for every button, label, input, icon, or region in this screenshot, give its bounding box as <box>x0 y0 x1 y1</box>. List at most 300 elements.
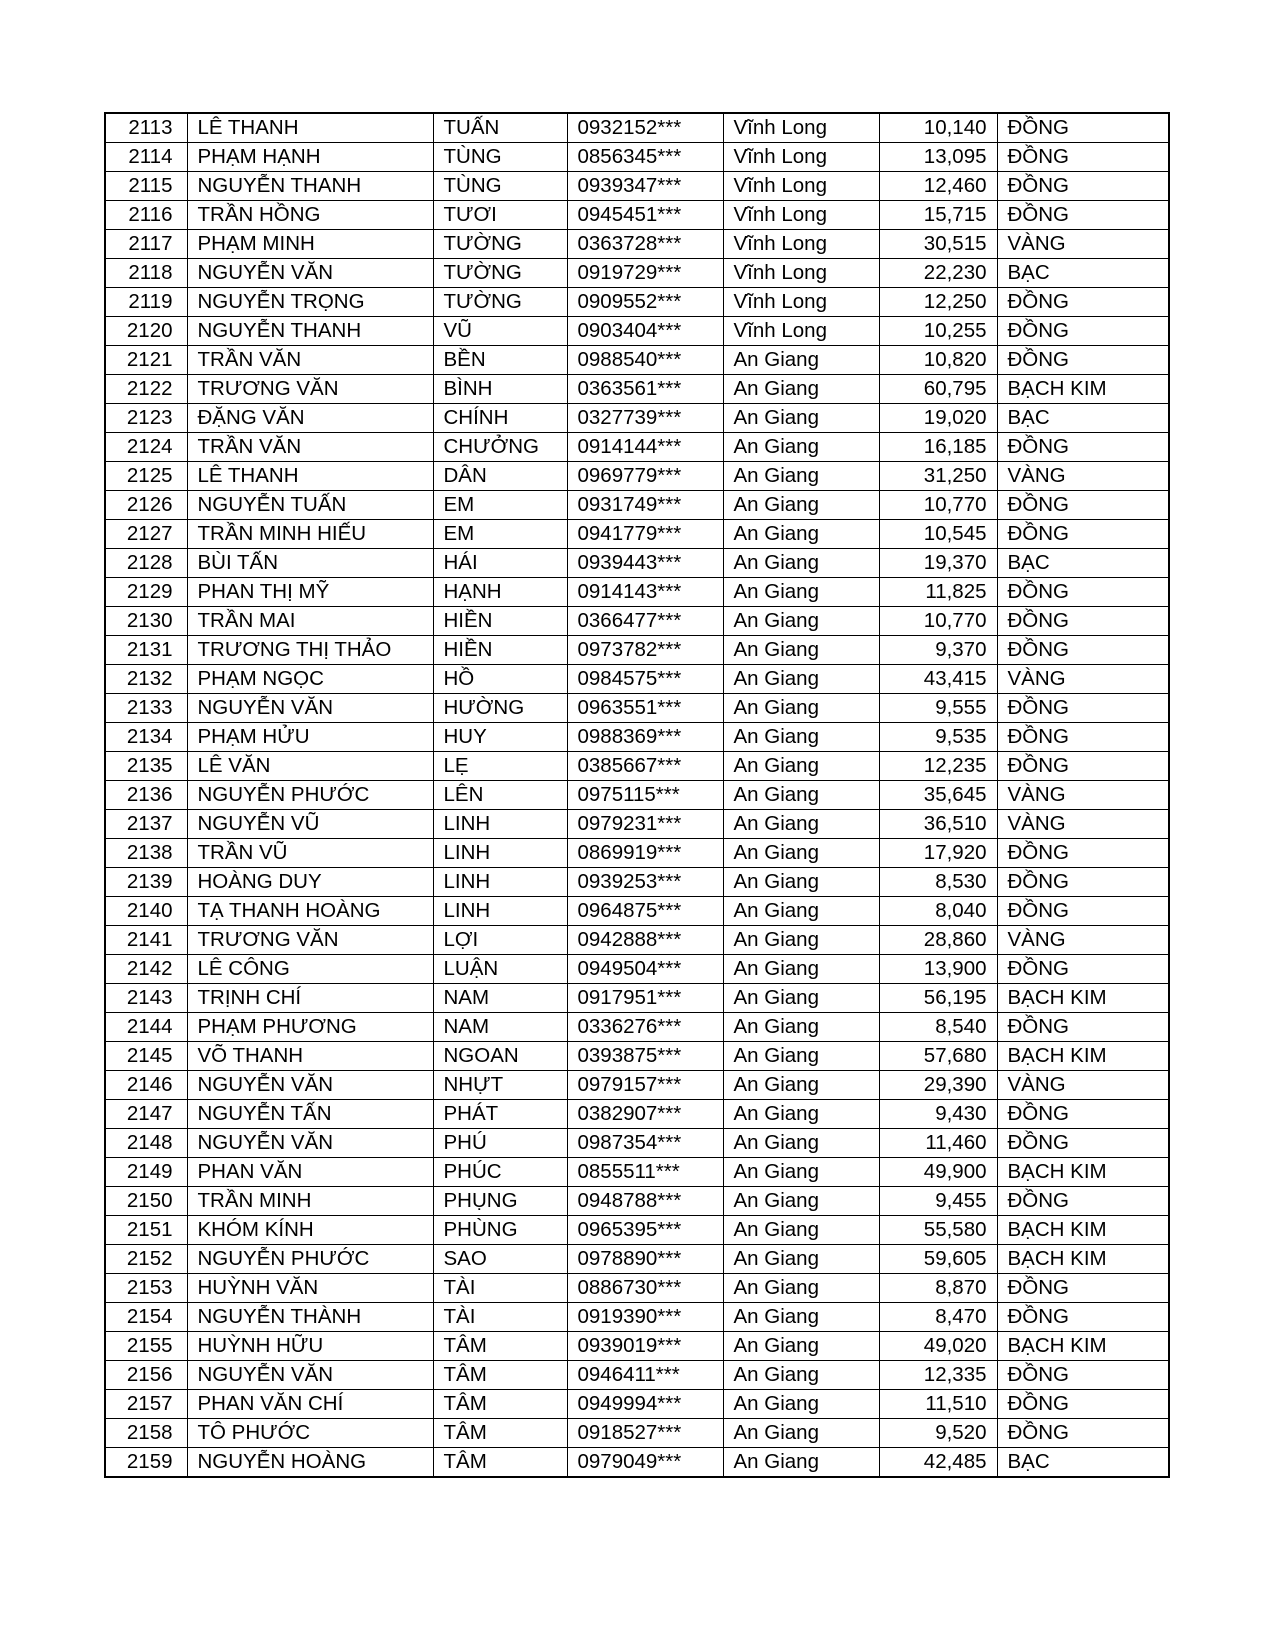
family-name-cell: KHÓM KÍNH <box>187 1216 433 1245</box>
rank-cell: BẠC <box>997 259 1169 288</box>
phone-cell: 0856345*** <box>567 143 723 172</box>
table-row <box>105 984 1169 1013</box>
rank-cell: ĐỒNG <box>997 113 1169 143</box>
province-cell: An Giang <box>723 810 879 839</box>
table-row <box>105 694 1169 723</box>
province-cell: An Giang <box>723 1216 879 1245</box>
rank-cell: BẠC <box>997 1448 1169 1478</box>
phone-cell: 0975115*** <box>567 781 723 810</box>
given-name-cell: PHÚ <box>433 1129 567 1158</box>
phone-cell: 0366477*** <box>567 607 723 636</box>
points-cell: 16,185 <box>879 433 997 462</box>
province-cell: An Giang <box>723 1245 879 1274</box>
family-name-cell: NGUYỄN PHƯỚC <box>187 781 433 810</box>
points-cell: 15,715 <box>879 201 997 230</box>
rank-cell: ĐỒNG <box>997 1390 1169 1419</box>
row-number-cell: 2117 <box>105 230 187 259</box>
family-name-cell: PHAN VĂN <box>187 1158 433 1187</box>
row-number-cell: 2119 <box>105 288 187 317</box>
phone-cell: 0914143*** <box>567 578 723 607</box>
rank-cell: VÀNG <box>997 781 1169 810</box>
given-name-cell: NAM <box>433 984 567 1013</box>
phone-cell: 0988369*** <box>567 723 723 752</box>
row-number-cell: 2135 <box>105 752 187 781</box>
phone-cell: 0919390*** <box>567 1303 723 1332</box>
province-cell: An Giang <box>723 636 879 665</box>
row-number-cell: 2136 <box>105 781 187 810</box>
given-name-cell: TƯƠI <box>433 201 567 230</box>
family-name-cell: TRẦN VŨ <box>187 839 433 868</box>
points-cell: 60,795 <box>879 375 997 404</box>
family-name-cell: TÔ PHƯỚC <box>187 1419 433 1448</box>
rank-cell: BẠCH KIM <box>997 1042 1169 1071</box>
table-row <box>105 1100 1169 1129</box>
given-name-cell: TÂM <box>433 1361 567 1390</box>
family-name-cell: NGUYỄN TRỌNG <box>187 288 433 317</box>
rank-cell: VÀNG <box>997 462 1169 491</box>
family-name-cell: NGUYỄN VĂN <box>187 259 433 288</box>
phone-cell: 0939347*** <box>567 172 723 201</box>
given-name-cell: HIỀN <box>433 607 567 636</box>
row-number-cell: 2133 <box>105 694 187 723</box>
points-cell: 13,900 <box>879 955 997 984</box>
table-row <box>105 839 1169 868</box>
table-row <box>105 1419 1169 1448</box>
given-name-cell: LÊN <box>433 781 567 810</box>
row-number-cell: 2142 <box>105 955 187 984</box>
points-cell: 31,250 <box>879 462 997 491</box>
province-cell: Vĩnh Long <box>723 172 879 201</box>
row-number-cell: 2114 <box>105 143 187 172</box>
row-number-cell: 2150 <box>105 1187 187 1216</box>
points-cell: 11,825 <box>879 578 997 607</box>
family-name-cell: NGUYỄN THÀNH <box>187 1303 433 1332</box>
points-cell: 12,460 <box>879 172 997 201</box>
row-number-cell: 2144 <box>105 1013 187 1042</box>
family-name-cell: NGUYỄN PHƯỚC <box>187 1245 433 1274</box>
points-cell: 8,470 <box>879 1303 997 1332</box>
rank-cell: VÀNG <box>997 1071 1169 1100</box>
phone-cell: 0909552*** <box>567 288 723 317</box>
family-name-cell: PHAN VĂN CHÍ <box>187 1390 433 1419</box>
family-name-cell: PHẠM HỬU <box>187 723 433 752</box>
points-cell: 49,020 <box>879 1332 997 1361</box>
points-cell: 28,860 <box>879 926 997 955</box>
points-cell: 59,605 <box>879 1245 997 1274</box>
phone-cell: 0393875*** <box>567 1042 723 1071</box>
given-name-cell: NAM <box>433 1013 567 1042</box>
table-row <box>105 375 1169 404</box>
given-name-cell: TÀI <box>433 1274 567 1303</box>
points-cell: 10,545 <box>879 520 997 549</box>
points-cell: 8,040 <box>879 897 997 926</box>
rank-cell: ĐỒNG <box>997 433 1169 462</box>
table-row <box>105 926 1169 955</box>
given-name-cell: LẸ <box>433 752 567 781</box>
rank-cell: ĐỒNG <box>997 143 1169 172</box>
given-name-cell: TÂM <box>433 1332 567 1361</box>
province-cell: An Giang <box>723 404 879 433</box>
table-row <box>105 810 1169 839</box>
rank-cell: ĐỒNG <box>997 172 1169 201</box>
phone-cell: 0963551*** <box>567 694 723 723</box>
points-cell: 56,195 <box>879 984 997 1013</box>
province-cell: An Giang <box>723 1100 879 1129</box>
province-cell: An Giang <box>723 462 879 491</box>
family-name-cell: NGUYỄN VĂN <box>187 694 433 723</box>
province-cell: An Giang <box>723 694 879 723</box>
rank-cell: VÀNG <box>997 665 1169 694</box>
row-number-cell: 2121 <box>105 346 187 375</box>
rank-cell: ĐỒNG <box>997 897 1169 926</box>
given-name-cell: TUẤN <box>433 113 567 143</box>
province-cell: Vĩnh Long <box>723 113 879 143</box>
row-number-cell: 2156 <box>105 1361 187 1390</box>
points-cell: 8,870 <box>879 1274 997 1303</box>
province-cell: An Giang <box>723 955 879 984</box>
family-name-cell: NGUYỄN TẤN <box>187 1100 433 1129</box>
row-number-cell: 2126 <box>105 491 187 520</box>
family-name-cell: LÊ VĂN <box>187 752 433 781</box>
table-row <box>105 1071 1169 1100</box>
rank-cell: VÀNG <box>997 926 1169 955</box>
given-name-cell: HƯỜNG <box>433 694 567 723</box>
given-name-cell: LINH <box>433 897 567 926</box>
points-cell: 19,020 <box>879 404 997 433</box>
row-number-cell: 2124 <box>105 433 187 462</box>
row-number-cell: 2127 <box>105 520 187 549</box>
points-cell: 10,820 <box>879 346 997 375</box>
rank-cell: ĐỒNG <box>997 1361 1169 1390</box>
points-cell: 11,460 <box>879 1129 997 1158</box>
family-name-cell: PHẠM PHƯƠNG <box>187 1013 433 1042</box>
given-name-cell: DÂN <box>433 462 567 491</box>
rank-cell: ĐỒNG <box>997 1013 1169 1042</box>
row-number-cell: 2138 <box>105 839 187 868</box>
rank-cell: BẠC <box>997 549 1169 578</box>
points-cell: 10,140 <box>879 113 997 143</box>
rank-cell: ĐỒNG <box>997 1274 1169 1303</box>
points-cell: 12,250 <box>879 288 997 317</box>
table-row <box>105 549 1169 578</box>
province-cell: An Giang <box>723 346 879 375</box>
table-row <box>105 868 1169 897</box>
phone-cell: 0949994*** <box>567 1390 723 1419</box>
phone-cell: 0363728*** <box>567 230 723 259</box>
family-name-cell: PHẠM NGỌC <box>187 665 433 694</box>
province-cell: An Giang <box>723 1158 879 1187</box>
province-cell: An Giang <box>723 868 879 897</box>
points-cell: 55,580 <box>879 1216 997 1245</box>
family-name-cell: HOÀNG DUY <box>187 868 433 897</box>
table-row <box>105 259 1169 288</box>
points-cell: 11,510 <box>879 1390 997 1419</box>
row-number-cell: 2159 <box>105 1448 187 1478</box>
row-number-cell: 2149 <box>105 1158 187 1187</box>
family-name-cell: TRẦN MAI <box>187 607 433 636</box>
province-cell: An Giang <box>723 1419 879 1448</box>
family-name-cell: NGUYỄN THANH <box>187 317 433 346</box>
row-number-cell: 2128 <box>105 549 187 578</box>
given-name-cell: LINH <box>433 868 567 897</box>
table-row <box>105 462 1169 491</box>
family-name-cell: HUỲNH VĂN <box>187 1274 433 1303</box>
province-cell: An Giang <box>723 607 879 636</box>
family-name-cell: TRẦN MINH <box>187 1187 433 1216</box>
province-cell: An Giang <box>723 781 879 810</box>
given-name-cell: PHÙNG <box>433 1216 567 1245</box>
table-row <box>105 172 1169 201</box>
rank-cell: VÀNG <box>997 810 1169 839</box>
province-cell: An Giang <box>723 578 879 607</box>
rank-cell: BẠCH KIM <box>997 984 1169 1013</box>
row-number-cell: 2129 <box>105 578 187 607</box>
family-name-cell: PHẠM HẠNH <box>187 143 433 172</box>
province-cell: An Giang <box>723 984 879 1013</box>
phone-cell: 0949504*** <box>567 955 723 984</box>
table-row <box>105 1158 1169 1187</box>
family-name-cell: NGUYỄN THANH <box>187 172 433 201</box>
table-row <box>105 781 1169 810</box>
family-name-cell: LÊ THANH <box>187 113 433 143</box>
given-name-cell: NHỰT <box>433 1071 567 1100</box>
family-name-cell: LÊ THANH <box>187 462 433 491</box>
phone-cell: 0979157*** <box>567 1071 723 1100</box>
phone-cell: 0941779*** <box>567 520 723 549</box>
rank-cell: ĐỒNG <box>997 1129 1169 1158</box>
rank-cell: ĐỒNG <box>997 607 1169 636</box>
phone-cell: 0932152*** <box>567 113 723 143</box>
phone-cell: 0969779*** <box>567 462 723 491</box>
rank-cell: ĐỒNG <box>997 694 1169 723</box>
points-cell: 49,900 <box>879 1158 997 1187</box>
given-name-cell: PHÁT <box>433 1100 567 1129</box>
points-cell: 19,370 <box>879 549 997 578</box>
phone-cell: 0948788*** <box>567 1187 723 1216</box>
table-row <box>105 1448 1169 1478</box>
family-name-cell: PHẠM MINH <box>187 230 433 259</box>
rank-cell: BẠCH KIM <box>997 1245 1169 1274</box>
phone-cell: 0382907*** <box>567 1100 723 1129</box>
row-number-cell: 2123 <box>105 404 187 433</box>
family-name-cell: TRỊNH CHÍ <box>187 984 433 1013</box>
table-row <box>105 1013 1169 1042</box>
given-name-cell: EM <box>433 520 567 549</box>
row-number-cell: 2130 <box>105 607 187 636</box>
phone-cell: 0918527*** <box>567 1419 723 1448</box>
given-name-cell: LINH <box>433 810 567 839</box>
family-name-cell: NGUYỄN VĂN <box>187 1361 433 1390</box>
given-name-cell: HẠNH <box>433 578 567 607</box>
phone-cell: 0903404*** <box>567 317 723 346</box>
given-name-cell: HÁI <box>433 549 567 578</box>
rank-cell: ĐỒNG <box>997 578 1169 607</box>
row-number-cell: 2113 <box>105 113 187 143</box>
province-cell: An Giang <box>723 1129 879 1158</box>
row-number-cell: 2158 <box>105 1419 187 1448</box>
province-cell: An Giang <box>723 1448 879 1478</box>
given-name-cell: LUẬN <box>433 955 567 984</box>
table-row <box>105 346 1169 375</box>
table-row <box>105 665 1169 694</box>
province-cell: An Giang <box>723 549 879 578</box>
family-name-cell: TRẦN MINH HIẾU <box>187 520 433 549</box>
province-cell: Vĩnh Long <box>723 201 879 230</box>
phone-cell: 0385667*** <box>567 752 723 781</box>
table-row <box>105 288 1169 317</box>
phone-cell: 0988540*** <box>567 346 723 375</box>
family-name-cell: TRƯƠNG VĂN <box>187 375 433 404</box>
province-cell: An Giang <box>723 839 879 868</box>
points-cell: 42,485 <box>879 1448 997 1478</box>
table-row <box>105 230 1169 259</box>
row-number-cell: 2139 <box>105 868 187 897</box>
rank-cell: ĐỒNG <box>997 839 1169 868</box>
points-cell: 8,530 <box>879 868 997 897</box>
family-name-cell: ĐẶNG VĂN <box>187 404 433 433</box>
family-name-cell: VÕ THANH <box>187 1042 433 1071</box>
phone-cell: 0946411*** <box>567 1361 723 1390</box>
points-cell: 9,555 <box>879 694 997 723</box>
given-name-cell: PHỤNG <box>433 1187 567 1216</box>
family-name-cell: NGUYỄN VĂN <box>187 1129 433 1158</box>
points-cell: 29,390 <box>879 1071 997 1100</box>
table-row <box>105 1042 1169 1071</box>
given-name-cell: EM <box>433 491 567 520</box>
table-row <box>105 1332 1169 1361</box>
phone-cell: 0931749*** <box>567 491 723 520</box>
rank-cell: ĐỒNG <box>997 346 1169 375</box>
given-name-cell: VŨ <box>433 317 567 346</box>
given-name-cell: TƯỜNG <box>433 230 567 259</box>
row-number-cell: 2147 <box>105 1100 187 1129</box>
given-name-cell: HIỀN <box>433 636 567 665</box>
phone-cell: 0327739*** <box>567 404 723 433</box>
phone-cell: 0869919*** <box>567 839 723 868</box>
rank-cell: BẠCH KIM <box>997 1158 1169 1187</box>
province-cell: An Giang <box>723 491 879 520</box>
rank-cell: ĐỒNG <box>997 1303 1169 1332</box>
phone-cell: 0939019*** <box>567 1332 723 1361</box>
row-number-cell: 2152 <box>105 1245 187 1274</box>
given-name-cell: PHÚC <box>433 1158 567 1187</box>
rank-cell: ĐỒNG <box>997 1187 1169 1216</box>
family-name-cell: LÊ CÔNG <box>187 955 433 984</box>
phone-cell: 0855511*** <box>567 1158 723 1187</box>
table-row <box>105 520 1169 549</box>
table-row <box>105 1274 1169 1303</box>
given-name-cell: TƯỜNG <box>433 288 567 317</box>
points-cell: 10,255 <box>879 317 997 346</box>
table-row <box>105 1390 1169 1419</box>
row-number-cell: 2132 <box>105 665 187 694</box>
rank-cell: ĐỒNG <box>997 955 1169 984</box>
province-cell: Vĩnh Long <box>723 259 879 288</box>
province-cell: An Giang <box>723 1071 879 1100</box>
table-row <box>105 491 1169 520</box>
given-name-cell: BỀN <box>433 346 567 375</box>
row-number-cell: 2141 <box>105 926 187 955</box>
table-row <box>105 897 1169 926</box>
row-number-cell: 2155 <box>105 1332 187 1361</box>
table-row <box>105 201 1169 230</box>
province-cell: An Giang <box>723 1013 879 1042</box>
phone-cell: 0919729*** <box>567 259 723 288</box>
family-name-cell: HUỲNH HỮU <box>187 1332 433 1361</box>
given-name-cell: TÂM <box>433 1448 567 1478</box>
rank-cell: BẠCH KIM <box>997 1216 1169 1245</box>
given-name-cell: HUY <box>433 723 567 752</box>
rank-cell: ĐỒNG <box>997 1419 1169 1448</box>
points-cell: 9,455 <box>879 1187 997 1216</box>
phone-cell: 0978890*** <box>567 1245 723 1274</box>
table-row <box>105 1361 1169 1390</box>
phone-cell: 0363561*** <box>567 375 723 404</box>
records-body <box>105 113 1169 1477</box>
rank-cell: BẠC <box>997 404 1169 433</box>
province-cell: An Giang <box>723 1332 879 1361</box>
table-row <box>105 1129 1169 1158</box>
table-row <box>105 1303 1169 1332</box>
table-row <box>105 578 1169 607</box>
phone-cell: 0979231*** <box>567 810 723 839</box>
row-number-cell: 2140 <box>105 897 187 926</box>
family-name-cell: NGUYỄN HOÀNG <box>187 1448 433 1478</box>
row-number-cell: 2134 <box>105 723 187 752</box>
phone-cell: 0973782*** <box>567 636 723 665</box>
family-name-cell: NGUYỄN TUẤN <box>187 491 433 520</box>
phone-cell: 0336276*** <box>567 1013 723 1042</box>
given-name-cell: TÂM <box>433 1390 567 1419</box>
table-row <box>105 723 1169 752</box>
points-cell: 57,680 <box>879 1042 997 1071</box>
row-number-cell: 2131 <box>105 636 187 665</box>
phone-cell: 0965395*** <box>567 1216 723 1245</box>
points-cell: 43,415 <box>879 665 997 694</box>
given-name-cell: SAO <box>433 1245 567 1274</box>
province-cell: Vĩnh Long <box>723 317 879 346</box>
family-name-cell: BÙI TẤN <box>187 549 433 578</box>
table-row <box>105 433 1169 462</box>
phone-cell: 0942888*** <box>567 926 723 955</box>
rank-cell: ĐỒNG <box>997 201 1169 230</box>
rank-cell: ĐỒNG <box>997 868 1169 897</box>
family-name-cell: TRẦN HỒNG <box>187 201 433 230</box>
row-number-cell: 2116 <box>105 201 187 230</box>
points-cell: 13,095 <box>879 143 997 172</box>
table-row <box>105 1245 1169 1274</box>
row-number-cell: 2146 <box>105 1071 187 1100</box>
given-name-cell: TÙNG <box>433 172 567 201</box>
province-cell: An Giang <box>723 1303 879 1332</box>
province-cell: An Giang <box>723 433 879 462</box>
province-cell: Vĩnh Long <box>723 143 879 172</box>
row-number-cell: 2122 <box>105 375 187 404</box>
rank-cell: BẠCH KIM <box>997 375 1169 404</box>
points-cell: 9,430 <box>879 1100 997 1129</box>
phone-cell: 0979049*** <box>567 1448 723 1478</box>
given-name-cell: NGOAN <box>433 1042 567 1071</box>
phone-cell: 0945451*** <box>567 201 723 230</box>
rank-cell: ĐỒNG <box>997 1100 1169 1129</box>
phone-cell: 0987354*** <box>567 1129 723 1158</box>
given-name-cell: LỢI <box>433 926 567 955</box>
province-cell: An Giang <box>723 897 879 926</box>
phone-cell: 0984575*** <box>567 665 723 694</box>
table-row <box>105 1187 1169 1216</box>
province-cell: An Giang <box>723 1390 879 1419</box>
row-number-cell: 2137 <box>105 810 187 839</box>
